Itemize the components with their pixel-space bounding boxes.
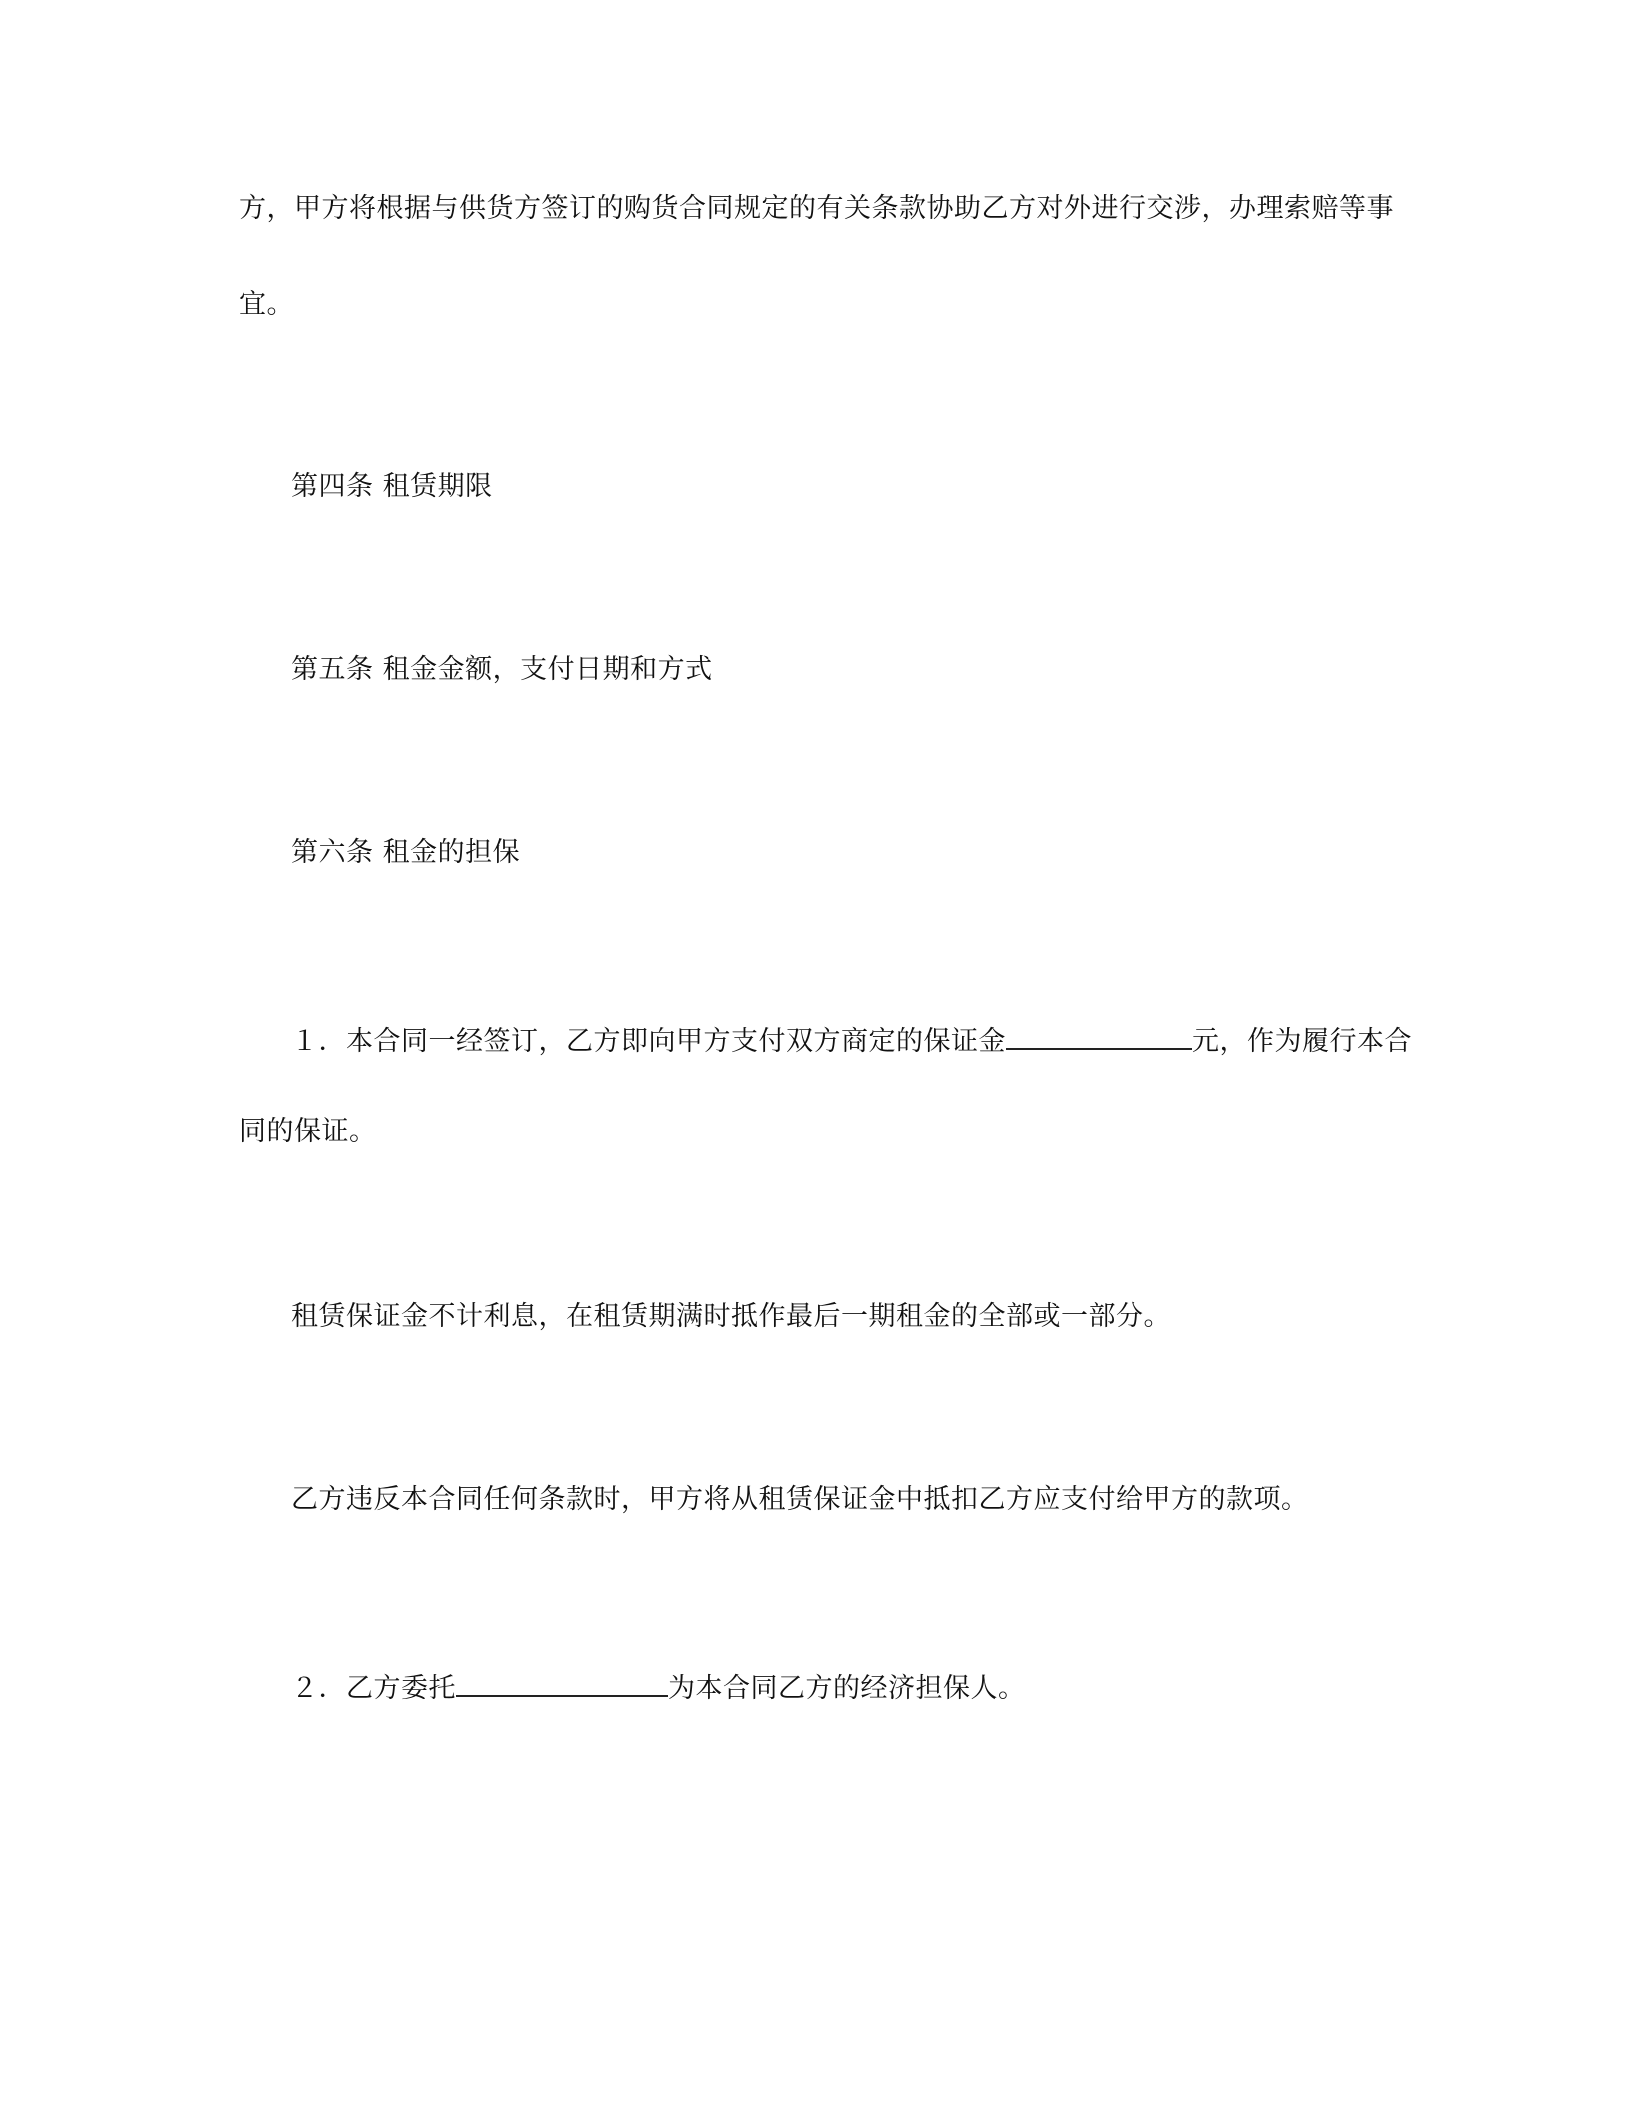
paragraph-line: 方，甲方将根据与供货方签订的购货合同规定的有关条款协助乙方对外进行交涉，办理索赔等事 [239, 193, 1394, 224]
paragraph-line: 宜。 [239, 289, 294, 320]
article-heading-5: 第五条 租金金额，支付日期和方式 [291, 654, 713, 685]
clause-item-1-suffix: 元，作为履行本合 [1192, 1026, 1412, 1057]
paragraph-breach: 乙方违反本合同任何条款时，甲方将从租赁保证金中抵扣乙方应支付给甲方的款项。 [291, 1484, 1309, 1515]
paragraph-line: 同的保证。 [239, 1116, 377, 1147]
clause-item-2-prefix: ２．乙方委托 [291, 1673, 456, 1704]
deposit-amount-blank [1006, 1018, 1192, 1050]
clause-item-1-prefix: １．本合同一经签订，乙方即向甲方支付双方商定的保证金 [291, 1026, 1006, 1057]
article-heading-6: 第六条 租金的担保 [291, 837, 521, 868]
article-heading-4: 第四条 租赁期限 [291, 471, 493, 502]
guarantor-name-blank [456, 1665, 668, 1697]
paragraph-deposit: 租赁保证金不计利息，在租赁期满时抵作最后一期租金的全部或一部分。 [291, 1301, 1171, 1332]
clause-item-2 [291, 1665, 1026, 1707]
clause-item-2-suffix: 为本合同乙方的经济担保人。 [668, 1673, 1026, 1704]
clause-item-1 [291, 1018, 1412, 1060]
